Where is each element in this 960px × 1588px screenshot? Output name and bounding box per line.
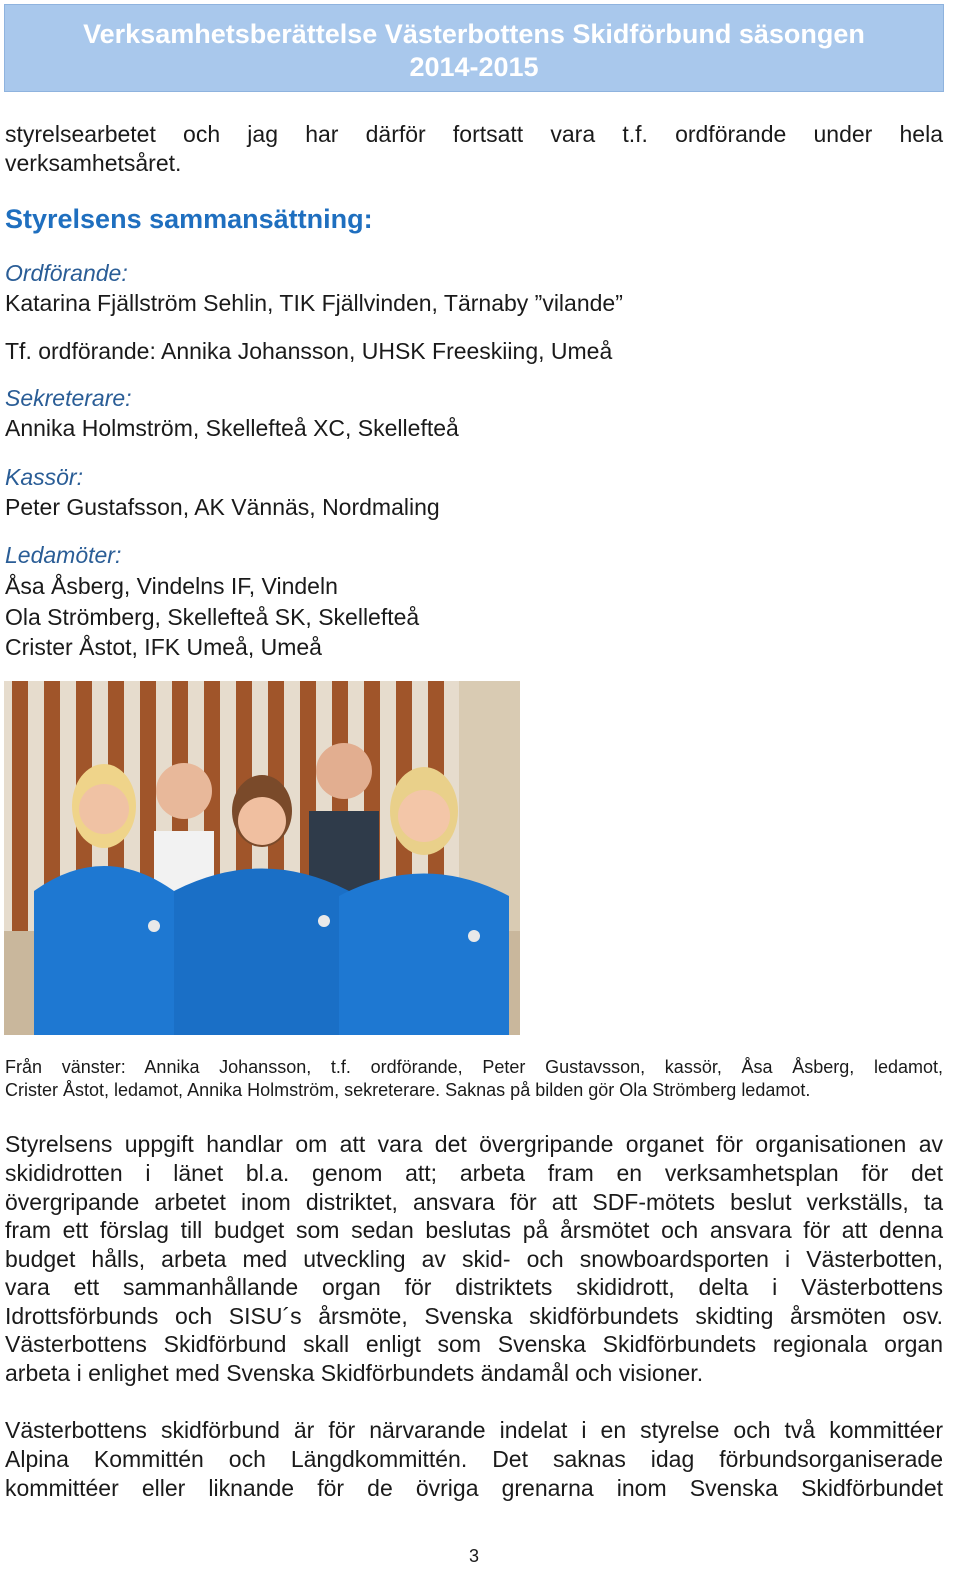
page-header	[4, 4, 944, 92]
header-title-line2: 2014-2015	[409, 52, 539, 82]
body-paragraph-1-line: Västerbottens Skidförbund skall enligt som Svenska Skidförbundets regionala organ	[5, 1331, 943, 1357]
chair-label: Ordförande:	[5, 260, 128, 286]
photo-caption-line-2: Crister Åstot, ledamot, Annika Holmström, sekreterare. Saknas på bilden gör Ola Strömberg ledamot.	[5, 1080, 811, 1100]
page-number: 3	[468, 1546, 479, 1566]
photo-caption-line-1: Från vänster: Annika Johansson, t.f. ordförande, Peter Gustavsson, kassör, Åsa Åsberg, ledamot,	[5, 1057, 943, 1077]
intro-line-1: styrelsearbetet och jag har därför fortsatt vara t.f. ordförande under hela	[5, 121, 943, 147]
member-3: Crister Åstot, IFK Umeå, Umeå	[5, 634, 322, 660]
secretary-name: Annika Holmström, Skellefteå XC, Skellefteå	[5, 415, 459, 441]
body-paragraph-1-line: budget hålls, arbeta med utveckling av skid- och snowboardsporten i Västerbotten,	[5, 1246, 943, 1272]
member-2: Ola Strömberg, Skellefteå SK, Skellefteå	[5, 604, 420, 630]
acting-chair: Tf. ordförande: Annika Johansson, UHSK Freeskiing, Umeå	[5, 338, 613, 364]
secretary-label: Sekreterare:	[5, 385, 132, 411]
body-paragraph-1-line: Styrelsens uppgift handlar om att vara det övergripande organet för organisationen av	[5, 1131, 943, 1157]
treasurer-name: Peter Gustafsson, AK Vännäs, Nordmaling	[5, 494, 440, 520]
body-paragraph-1-line: fram ett förslag till budget som sedan beslutas på årsmötet och ansvara för att denna	[5, 1217, 943, 1243]
header-title-line1: Verksamhetsberättelse Västerbottens Skidförbund säsongen	[83, 19, 865, 49]
body-paragraph-2-line: Alpina Kommittén och Längdkommittén. Det saknas idag förbundsorganiserade	[5, 1446, 943, 1472]
body-paragraph-1-line: vara ett sammanhållande organ för distriktets skididrott, delta i Västerbottens	[5, 1274, 943, 1300]
intro-line-2: verksamhetsåret.	[5, 150, 182, 176]
body-paragraph-1-line: arbeta i enlighet med Svenska Skidförbundets ändamål och visioner.	[5, 1360, 704, 1386]
section-heading: Styrelsens sammansättning:	[5, 204, 373, 234]
members-label: Ledamöter:	[5, 542, 122, 568]
body-paragraph-1-line: övergripande arbetet inom distriktet, ansvara för att SDF-mötets beslut verkställs, ta	[5, 1189, 943, 1215]
board-group-photo	[4, 681, 520, 1035]
body-paragraph-2-line: kommittéer eller liknande för de övriga grenarna inom Svenska Skidförbundet	[5, 1475, 943, 1501]
treasurer-label: Kassör:	[5, 464, 83, 490]
chair-name: Katarina Fjällström Sehlin, TIK Fjällvinden, Tärnaby ”vilande”	[5, 290, 623, 316]
body-paragraph-2-line: Västerbottens skidförbund är för närvarande indelat i en styrelse och två kommittéer	[5, 1417, 943, 1443]
body-paragraph-1-line: skididrotten i länet bl.a. genom att; arbeta fram en verksamhetsplan för det	[5, 1160, 943, 1186]
body-paragraph-1-line: Idrottsförbunds och SISU´s årsmöte, Svenska skidförbundets skidting årsmöten osv.	[5, 1303, 943, 1329]
member-1: Åsa Åsberg, Vindelns IF, Vindeln	[5, 573, 338, 599]
